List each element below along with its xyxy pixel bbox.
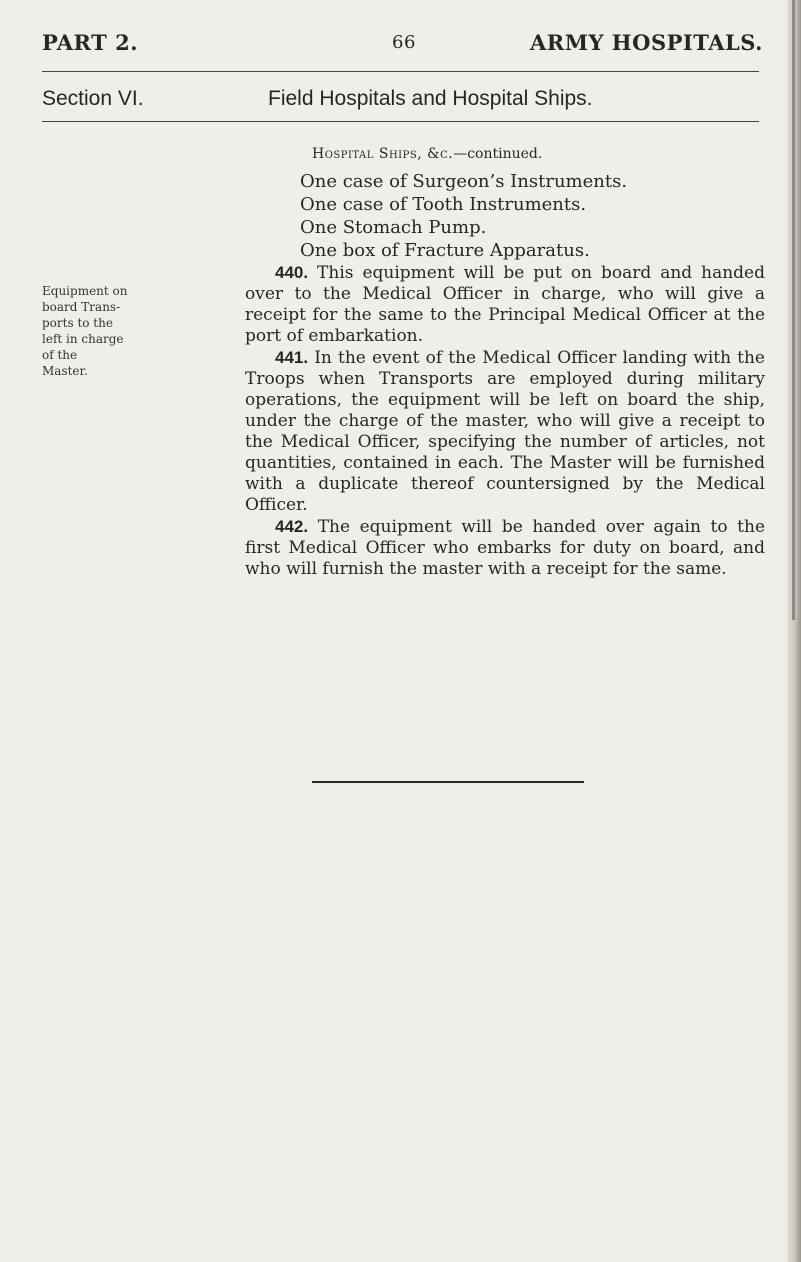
paragraph-text: This equipment will be put on board and handed over to the Medical Officer in charge, who will give a receipt for the same to the Principal Medical Officer at the port of embarkation. xyxy=(245,263,765,346)
running-head-suffix: —continued. xyxy=(453,146,543,162)
section-rule xyxy=(42,121,759,122)
margin-note-line: board Trans- xyxy=(42,300,121,314)
margin-note-line: ports to the xyxy=(42,316,113,330)
end-rule xyxy=(312,781,584,783)
paragraph-442 xyxy=(245,516,765,580)
list-item: One case of Tooth Instruments. xyxy=(300,194,587,215)
paragraph-text: In the event of the Medical Officer landing with the Troops when Transports are employed during military operations, the equipment will be left on board the ship, under the charge of the master, who will give a receipt to the Medical Officer, specifying the number of articles, not quantities, contained in each. The Master will be furnished with a duplicate thereof countersigned by the Medical Officer. xyxy=(245,348,765,515)
body-text xyxy=(245,262,765,580)
margin-note-line: Master. xyxy=(42,364,88,378)
page-edge-shadow xyxy=(792,0,795,620)
margin-note-line: left in charge xyxy=(42,332,124,346)
equipment-list xyxy=(300,170,627,262)
paragraph-441 xyxy=(245,347,765,516)
part-heading: PART 2. xyxy=(42,30,139,55)
margin-note xyxy=(42,283,138,379)
header-rule xyxy=(42,71,759,72)
list-item: One case of Surgeon’s Instruments. xyxy=(300,171,628,192)
running-head-label: Hospital Ships, &c. xyxy=(312,146,454,162)
paragraph-number: 440. xyxy=(275,263,309,282)
running-head xyxy=(312,146,542,162)
paragraph-number: 442. xyxy=(275,517,309,536)
page-number: 66 xyxy=(392,32,416,53)
section-title: Field Hospitals and Hospital Ships. xyxy=(268,87,593,110)
section-label: Section VI. xyxy=(42,87,144,110)
paragraph-440 xyxy=(245,262,765,347)
paragraph-text: The equipment will be handed over again to the first Medical Officer who embarks for duty on board, and who will furnish the master with a receipt for the same. xyxy=(245,517,766,579)
margin-note-line: Equipment on xyxy=(42,284,128,298)
list-item: One box of Fracture Apparatus. xyxy=(300,240,590,261)
book-title: ARMY HOSPITALS. xyxy=(530,30,763,55)
margin-note-line: of the xyxy=(42,348,78,362)
paragraph-number: 441. xyxy=(275,348,309,367)
list-item: One Stomach Pump. xyxy=(300,217,487,238)
